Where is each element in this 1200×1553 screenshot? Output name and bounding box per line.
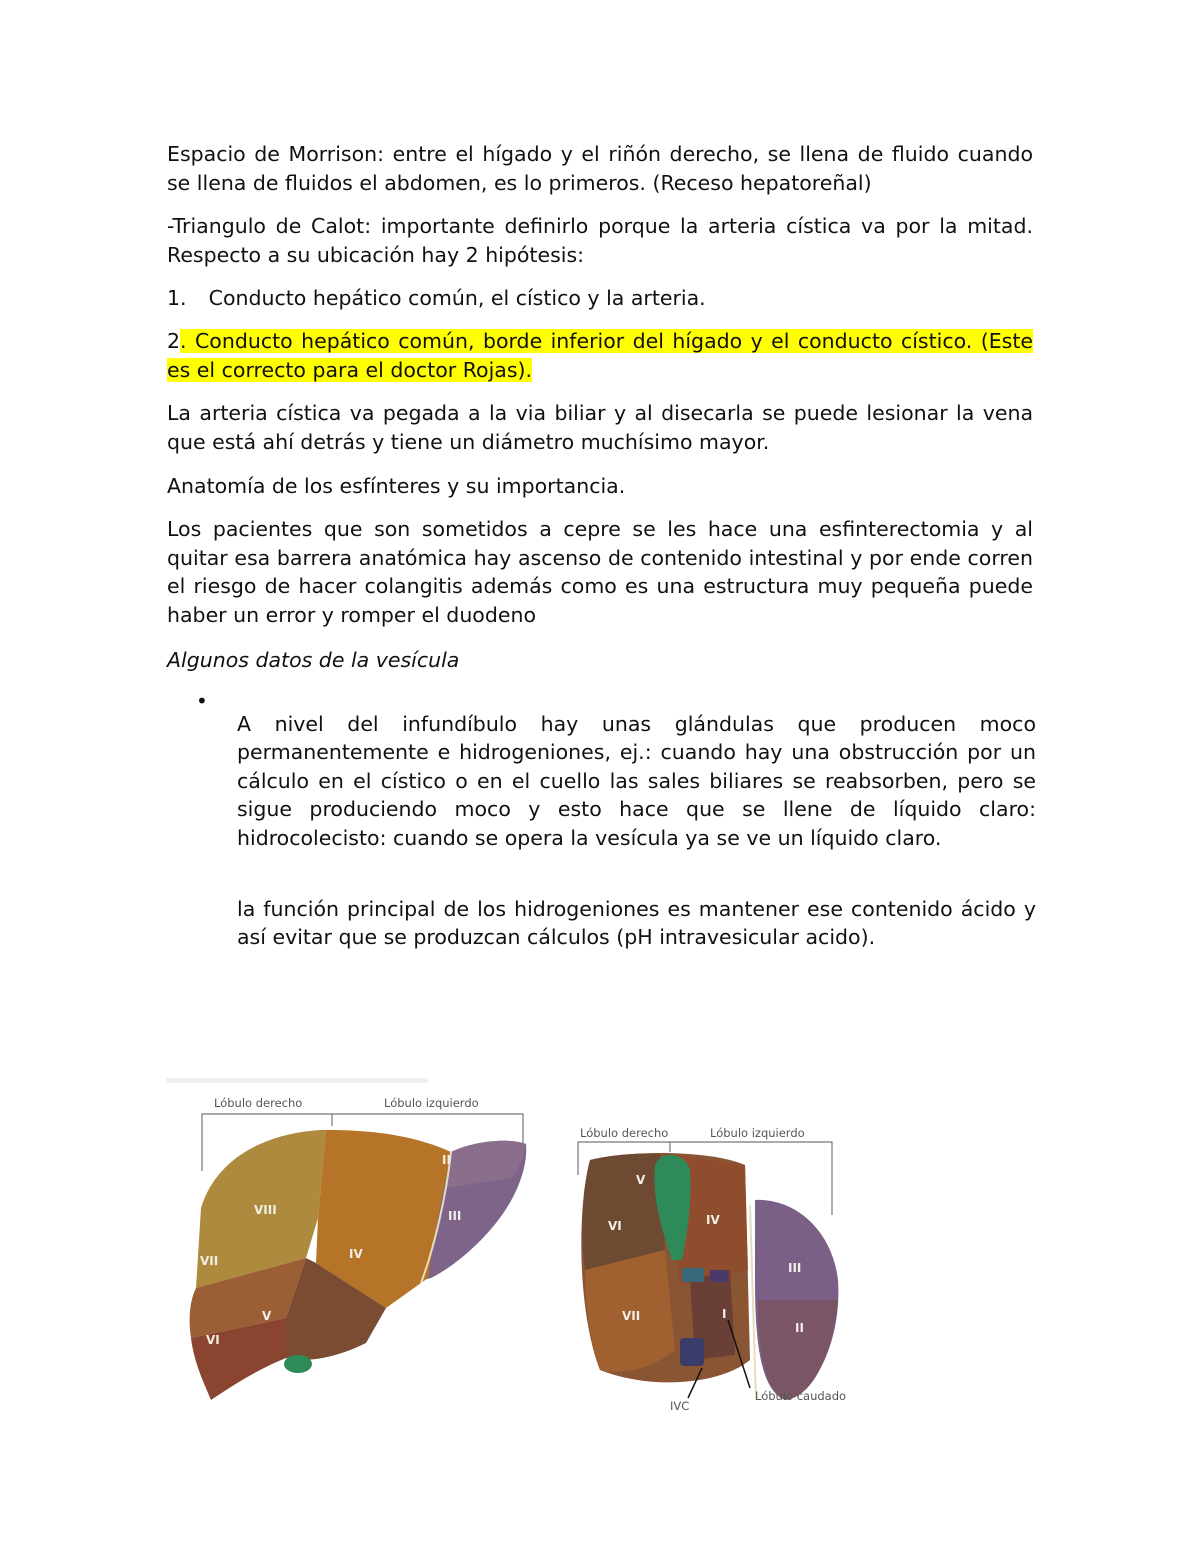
svg-text:V: V [262,1309,272,1323]
label-caudate-lobe: Lóbulo caudado [755,1389,847,1403]
svg-text:VIII: VIII [254,1203,277,1217]
list-text: Conducto hepático común, el cístico y la arteria. [208,286,706,310]
paragraph-text: Espacio de Morrison: entre el hígado y el riñón derecho, se llena de fluido cuando se llena de fluidos el abdomen, es lo primeros. (Receso hepatoreñal) [167,142,1033,195]
svg-text:VII: VII [200,1254,219,1268]
paragraph-cepre [167,515,1033,629]
list-number: 2 [167,329,181,353]
svg-text:III: III [448,1209,462,1223]
list-item-1 [167,284,1033,313]
paragraph-esfinteres [167,472,1033,501]
svg-text:V: V [636,1173,646,1187]
bullet-icon: • [196,689,208,713]
svg-text:IV: IV [706,1213,720,1227]
label-right-lobe: Lóbulo derecho [214,1096,303,1110]
list-number: 1. [167,286,187,310]
svg-text:I: I [722,1307,727,1321]
liver-illustration-anterior [166,1078,536,1408]
heading-text: Algunos datos de la vesícula [167,648,460,672]
svg-text:VI: VI [206,1333,220,1347]
svg-text:II: II [795,1321,804,1335]
svg-text:III: III [788,1261,802,1275]
section-heading [167,646,1033,675]
liver-figure-right [570,1120,855,1420]
paragraph-text: Los pacientes que son sometidos a cepre se les hace una esfinterectomia y al quitar esa barrera anatómica hay ascenso de contenido intestinal y por ende corren el riesgo de hacer colangitis además como es una estructura muy pequeña puede haber un error y romper el duodeno [167,517,1033,627]
svg-text:II: II [442,1153,451,1167]
bullet-list-item [196,689,1036,873]
bullet-text: A nivel del infundíbulo hay unas glándulas que producen moco permanentemente e hidrogeniones, ej.: cuando hay una obstrucción por un cálculo en el cístico o en el cuello las sales biliares se reabsorben, pero se sigue produciendo moco y esto hace que se llene de líquido claro: hidrocolecisto: cuando se opera la vesícula ya se ve un líquido claro. [237,711,1036,850]
bullet-text: la función principal de los hidrogeniones es mantener ese contenido ácido y así evitar que se produzcan cálculos (pH intravesicular acido). [237,896,1036,949]
highlighted-text: . Conducto hepático común, borde inferior del hígado y el conducto cístico. (Este es el correcto para el doctor Rojas). [167,329,1033,382]
label-left-lobe: Lóbulo izquierdo [384,1096,479,1110]
svg-text:VII: VII [622,1309,641,1323]
label-ivc: IVC [670,1399,690,1413]
list-item-2 [167,327,1033,384]
svg-text:VI: VI [608,1219,622,1233]
paragraph-arteria [167,399,1033,456]
svg-text:IV: IV [349,1247,363,1261]
paragraph-text: -Triangulo de Calot: importante definirlo porque la arteria cística va por la mitad. Respecto a su ubicación hay 2 hipótesis: [167,214,1033,267]
paragraph-text: La arteria cística va pegada a la via biliar y al disecarla se puede lesionar la vena que está ahí detrás y tiene un diámetro muchísimo mayor. [167,401,1033,454]
paragraph-calot [167,212,1033,269]
paragraph-morrison [167,140,1033,197]
paragraph-text: Anatomía de los esfínteres y su importancia. [167,474,626,498]
liver-figure-left [166,1078,536,1408]
liver-illustration-inferior [570,1120,855,1420]
bullet-continuation [196,874,1036,972]
label-right-lobe: Lóbulo derecho [580,1126,669,1140]
label-left-lobe: Lóbulo izquierdo [710,1126,805,1140]
